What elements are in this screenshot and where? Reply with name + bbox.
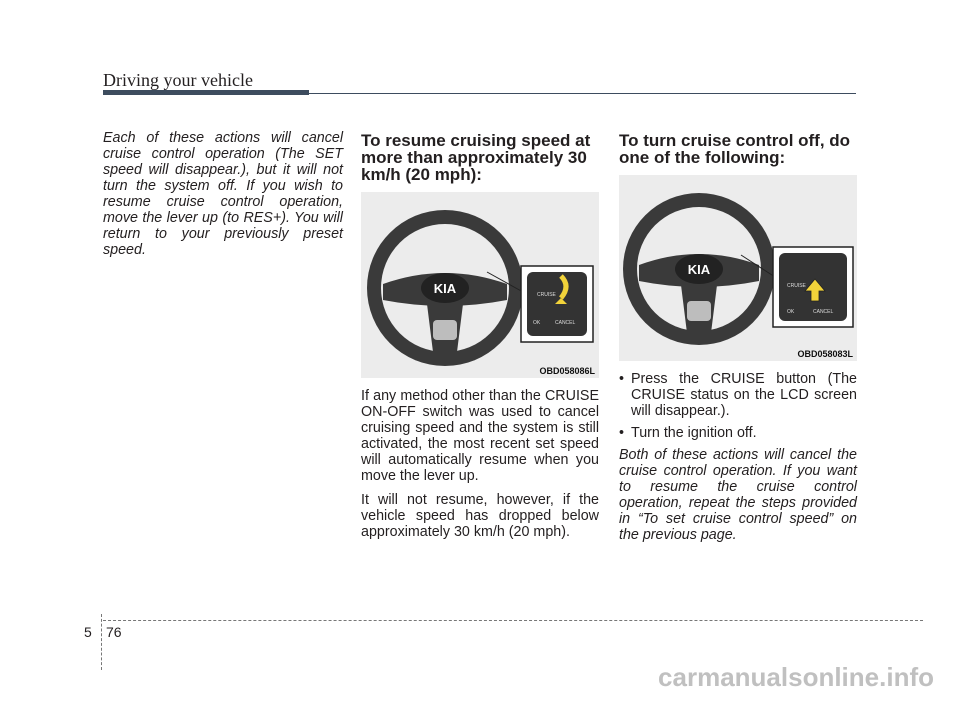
list-item: • Turn the ignition off. bbox=[619, 425, 757, 441]
resume-heading: To resume cruising speed at more than approximately 30 km/h (20 mph): bbox=[361, 131, 591, 184]
header-title: Driving your vehicle bbox=[103, 70, 253, 90]
steering-wheel-figure-off bbox=[619, 175, 857, 361]
column-middle bbox=[361, 132, 599, 540]
column-left bbox=[103, 130, 343, 258]
resume-para-1: If any method other than the CRUISE ON-OFF switch was used to cancel cruising speed and the system is still activated, the most recent set speed will automatically resume when you move the lever up. bbox=[361, 388, 599, 484]
inset-label-ok: OK bbox=[787, 309, 795, 315]
watermark: carmanualsonline.info bbox=[658, 662, 934, 692]
turn-off-note: Both of these actions will cancel the cruise control operation. If you want to resume the cruise control operation, repeat the steps provided in “To set cruise control speed” on the previous page. bbox=[619, 447, 857, 543]
inset-label-ok: OK bbox=[533, 320, 541, 326]
chapter-number: 5 bbox=[84, 624, 92, 640]
figure-code: OBD058086L bbox=[539, 366, 595, 376]
turn-off-heading: To turn cruise control off, do one of the following: bbox=[619, 131, 851, 167]
bullet-text: Press the CRUISE button (The CRUISE status on the LCD screen will disappear.). bbox=[631, 371, 857, 419]
kia-logo: KIA bbox=[433, 281, 457, 296]
inset-label-cruise: CRUISE bbox=[537, 292, 556, 298]
footer-vertical-rule bbox=[101, 614, 102, 670]
column-right bbox=[619, 132, 857, 543]
steering-wheel-illustration bbox=[361, 192, 599, 378]
figure-code: OBD058083L bbox=[797, 349, 853, 359]
header-bar-thick bbox=[103, 90, 309, 95]
inset-label-cancel: CANCEL bbox=[813, 309, 834, 315]
resume-para-2: It will not resume, however, if the vehicle speed has dropped below approximately 30 km/h (20 mph). bbox=[361, 492, 599, 540]
turn-off-bullet-list bbox=[619, 371, 857, 441]
header-bar-thin bbox=[309, 93, 856, 94]
steering-wheel-figure-resume bbox=[361, 192, 599, 378]
inset-label-cancel: CANCEL bbox=[555, 320, 576, 326]
cancel-note: Each of these actions will cancel cruise control operation (The SET speed will disappear.), but it will not turn the system off. If you wish to resume cruise control operation, move the lever up (to RES+). You will return to your previously preset speed. bbox=[103, 130, 343, 258]
bullet-text: Turn the ignition off. bbox=[631, 425, 757, 441]
inset-label-cruise: CRUISE bbox=[787, 283, 806, 289]
footer-rule bbox=[103, 620, 923, 621]
steering-wheel-illustration bbox=[619, 175, 857, 361]
page-number: 76 bbox=[106, 624, 122, 640]
kia-logo: KIA bbox=[687, 262, 711, 277]
list-item: • Press the CRUISE button (The CRUISE status on the LCD screen will disappear.). bbox=[619, 371, 857, 419]
